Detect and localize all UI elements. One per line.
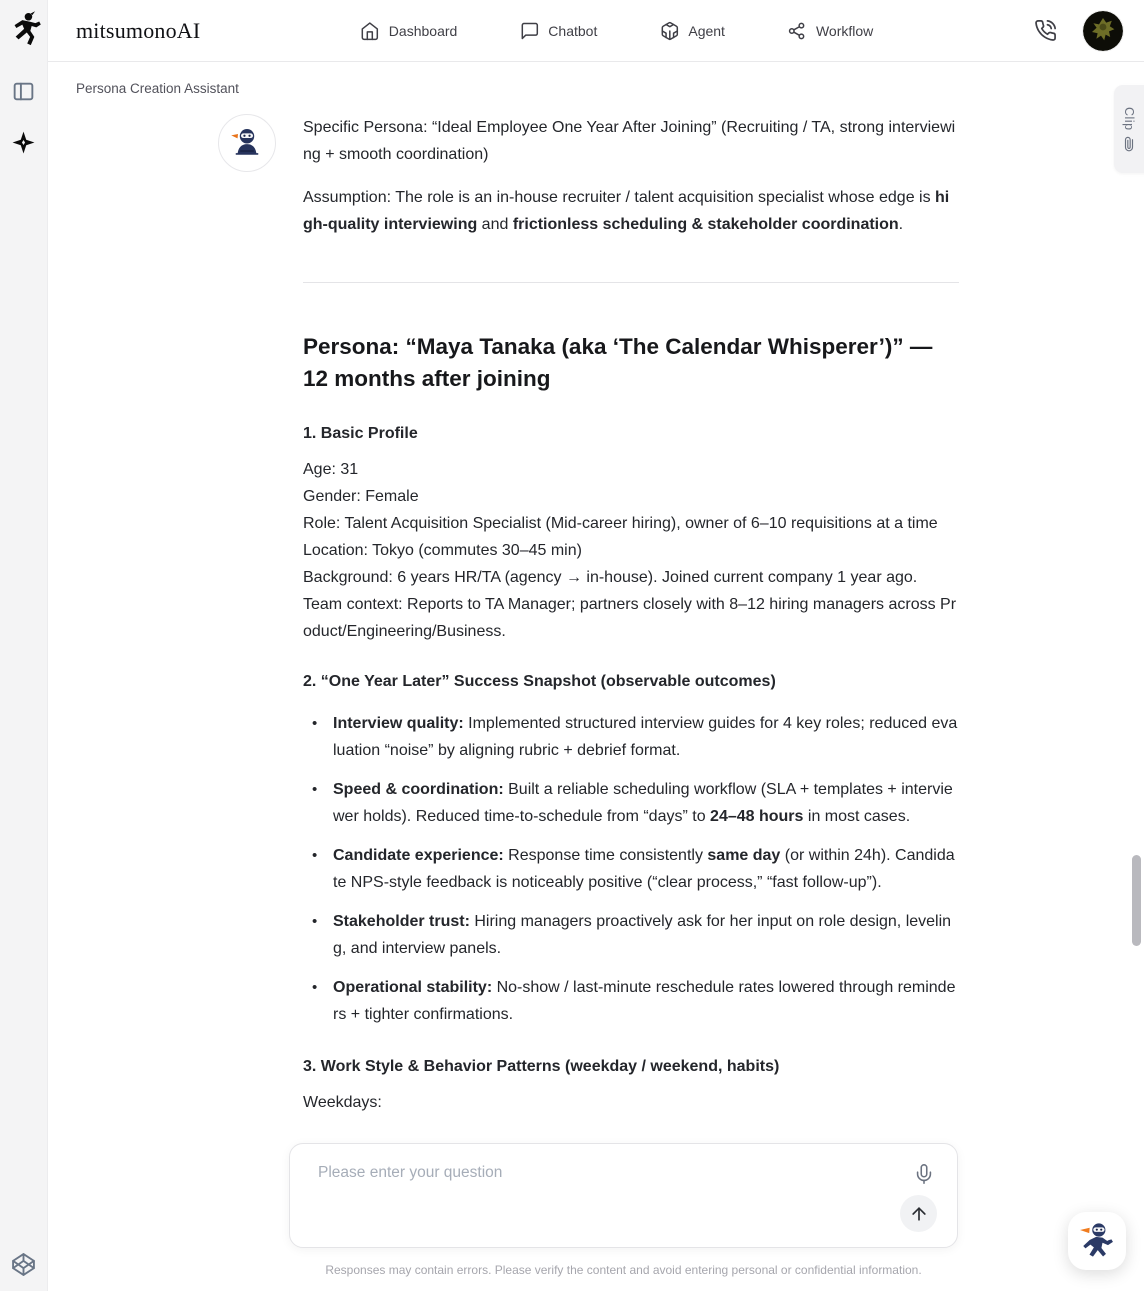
composer	[289, 1143, 958, 1248]
running-ninja-icon[interactable]	[6, 9, 42, 49]
profile-line: Location: Tokyo (commutes 30–45 min)	[303, 542, 582, 559]
snapshot-list	[303, 710, 959, 1028]
basic-profile-heading: 1. Basic Profile	[303, 425, 418, 442]
section-divider	[303, 282, 959, 283]
home-icon	[360, 21, 380, 41]
sparkle-icon[interactable]	[11, 130, 36, 155]
assumption-paragraph: Assumption: The role is an in-house recruiter / talent acquisition specialist whose edge is high-quality interviewing and frictionless scheduling & stakeholder coordination.	[303, 189, 950, 233]
nav-item-chatbot[interactable]	[519, 21, 597, 41]
list-item: • Interview quality: Implemented structured interview guides for 4 key roles; reduced evaluation “noise” by aligning rubric + debrief format.	[303, 710, 959, 764]
nav-label-chatbot: Chatbot	[548, 23, 598, 39]
phone-call-icon[interactable]	[1034, 19, 1057, 42]
top-navbar	[48, 0, 1144, 62]
nav-item-dashboard[interactable]	[360, 21, 458, 41]
fighting-ninja-icon	[1075, 1219, 1119, 1263]
work-style-heading: 3. Work Style & Behavior Patterns (weekday / weekend, habits)	[303, 1058, 780, 1075]
user-avatar[interactable]	[1083, 11, 1123, 51]
codesandbox-cube-icon	[659, 21, 679, 41]
disclaimer-text: Responses may contain errors. Please verify the content and avoid entering personal or confidential information.	[325, 1263, 922, 1277]
panel-toggle-icon[interactable]	[11, 79, 36, 104]
intro-paragraph: Specific Persona: “Ideal Employee One Year After Joining” (Recruiting / TA, strong interviewing + smooth coordination)	[303, 119, 956, 163]
share-nodes-icon	[787, 21, 807, 41]
question-input[interactable]	[318, 1164, 898, 1230]
main-nav	[360, 0, 873, 62]
breadcrumb: Persona Creation Assistant	[76, 81, 239, 96]
snapshot-heading: 2. “One Year Later” Success Snapshot (observable outcomes)	[303, 673, 776, 690]
microphone-icon[interactable]	[913, 1163, 935, 1185]
codepen-cube-icon[interactable]	[11, 1252, 36, 1277]
ninja-avatar-icon	[1083, 11, 1123, 51]
profile-line: Team context: Reports to TA Manager; partners closely with 8–12 hiring managers across Product/Engineering/Business.	[303, 596, 957, 640]
send-button[interactable]	[900, 1195, 937, 1232]
profile-line: Age: 31	[303, 461, 359, 478]
nav-item-workflow[interactable]	[787, 21, 873, 41]
assistant-message	[303, 114, 959, 1116]
arrow-up-icon	[909, 1204, 929, 1224]
scrollbar-thumb[interactable]	[1132, 855, 1141, 946]
profile-line: Background: 6 years HR/TA (agency → in-house). Joined current company 1 year ago.	[303, 569, 918, 586]
chat-bubble-icon	[519, 21, 539, 41]
paperclip-icon	[1119, 134, 1139, 154]
nav-label-agent: Agent	[688, 23, 725, 39]
brand-logo[interactable]: mitsumonoAI	[76, 17, 201, 43]
clip-tab[interactable]	[1114, 85, 1144, 173]
nav-label-dashboard: Dashboard	[388, 23, 458, 39]
nav-item-agent[interactable]	[659, 21, 725, 41]
mascot-chat-button[interactable]	[1068, 1212, 1126, 1270]
profile-line: Gender: Female	[303, 488, 419, 505]
clip-tab-label: Clip	[1122, 106, 1136, 131]
sitting-ninja-icon	[229, 125, 265, 161]
profile-line: Role: Talent Acquisition Specialist (Mid-career hiring), owner of 6–10 requisitions at a time	[303, 515, 938, 532]
chat-main	[48, 62, 1144, 1291]
list-item: • Operational stability: No-show / last-minute reschedule rates lowered through reminders + tighter confirmations.	[303, 974, 959, 1028]
assistant-avatar	[218, 114, 276, 172]
list-item: • Candidate experience: Response time consistently same day (or within 24h). Candidate NPS-style feedback is noticeably positive (“clear process,” “fast follow-up”).	[303, 842, 959, 896]
nav-label-workflow: Workflow	[815, 23, 874, 39]
left-rail	[0, 0, 48, 1291]
list-item: • Stakeholder trust: Hiring managers proactively ask for her input on role design, leveling, and interview panels.	[303, 908, 959, 962]
persona-title: Persona: “Maya Tanaka (aka ‘The Calendar Whisperer’)” — 12 months after joining	[303, 334, 933, 391]
nav-right-group	[1034, 11, 1123, 51]
work-style-line: Weekdays:	[303, 1094, 382, 1111]
assistant-message-row	[218, 114, 962, 1116]
list-item: • Speed & coordination: Built a reliable scheduling workflow (SLA + templates + interviewer holds). Reduced time-to-schedule from “days” to 24–48 hours in most cases.	[303, 776, 959, 830]
